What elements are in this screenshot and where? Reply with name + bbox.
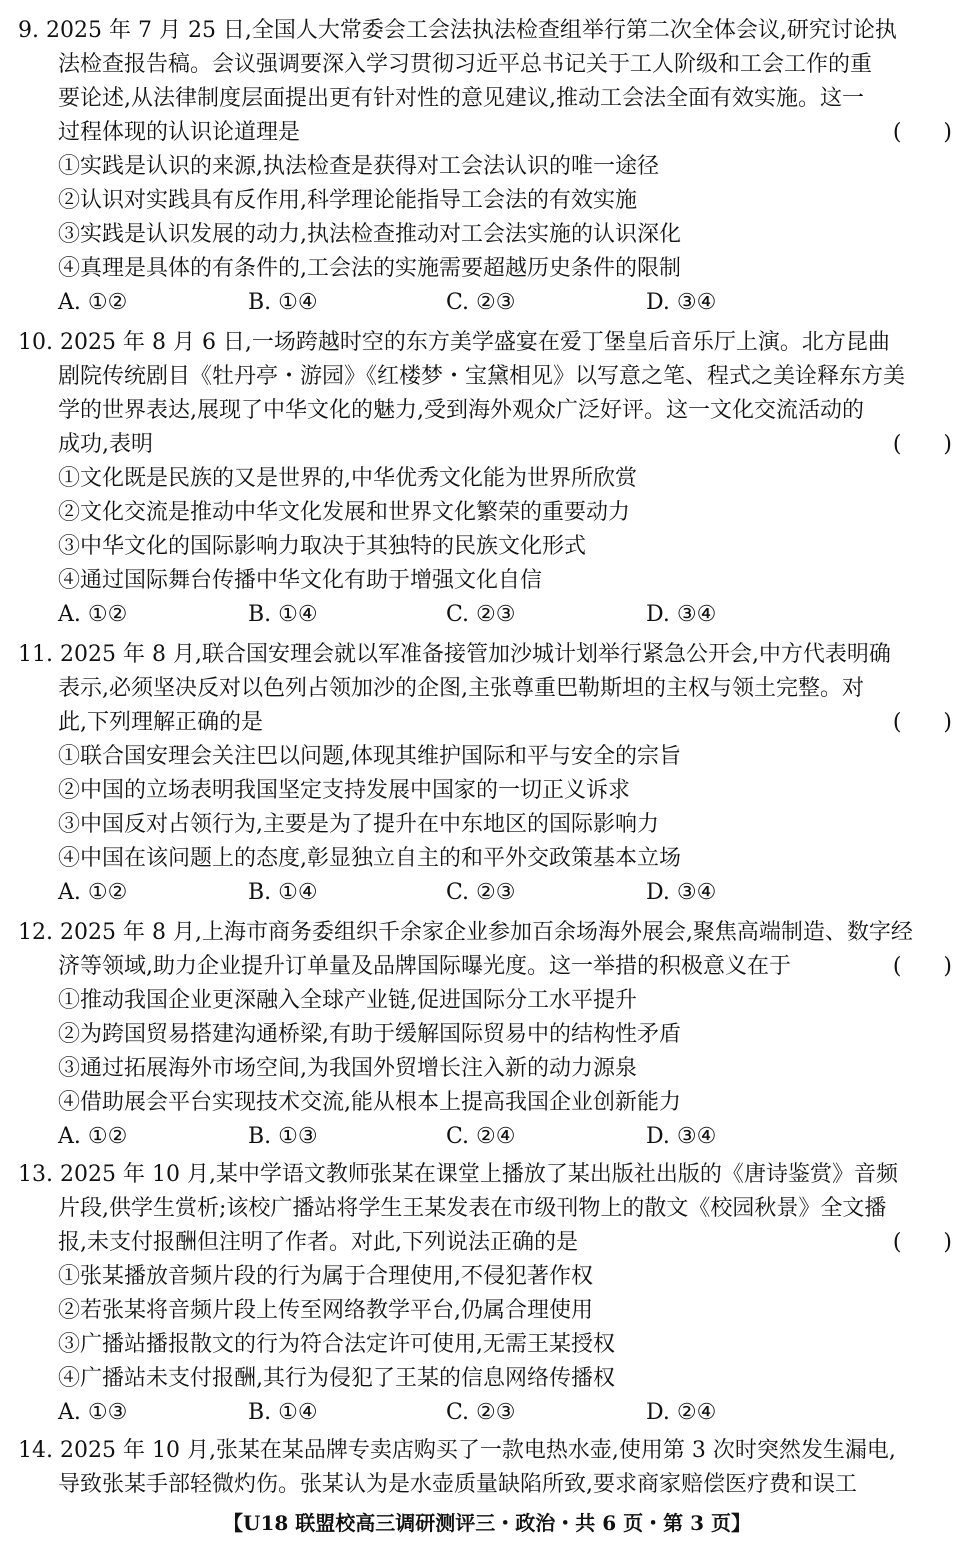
option-c: C. ②③ bbox=[446, 602, 516, 627]
question-stem-line: 要论述,从法律制度层面提出更有针对性的意见建议,推动工会法全面有效实施。这一 bbox=[58, 86, 864, 111]
option-b: B. ①④ bbox=[248, 1400, 318, 1425]
question-stem-line: 导致张某手部轻微灼伤。张某认为是水壶质量缺陷所致,要求商家赔偿医疗费和误工 bbox=[58, 1472, 857, 1497]
question-stem-line: 过程体现的认识论道理是 bbox=[58, 120, 301, 145]
statement-4: ④中国在该问题上的态度,彰显独立自主的和平外交政策基本立场 bbox=[58, 846, 681, 871]
option-d: D. ③④ bbox=[646, 880, 717, 905]
statement-1: ①推动我国企业更深融入全球产业链,促进国际分工水平提升 bbox=[58, 988, 637, 1013]
option-c: C. ②④ bbox=[446, 1124, 516, 1149]
statement-4: ④真理是具体的有条件的,工会法的实施需要超越历史条件的限制 bbox=[58, 256, 681, 281]
option-b: B. ①④ bbox=[248, 602, 318, 627]
question-stem-line: 13. 2025 年 10 月,某中学语文教师张某在课堂上播放了某出版社出版的《唐诗鉴赏》音频 bbox=[18, 1162, 898, 1187]
question-stem-line: 9. 2025 年 7 月 25 日,全国人大常委会工会法执法检查组举行第二次全体会议,研究讨论执 bbox=[18, 18, 897, 43]
option-a: A. ①③ bbox=[58, 1400, 128, 1425]
option-b: B. ①③ bbox=[248, 1124, 318, 1149]
option-a: A. ①② bbox=[58, 290, 128, 315]
statement-3: ③广播站播报散文的行为符合法定许可使用,无需王某授权 bbox=[58, 1332, 615, 1357]
statement-1: ①联合国安理会关注巴以问题,体现其维护国际和平与安全的宗旨 bbox=[58, 744, 681, 769]
statement-3: ③实践是认识发展的动力,执法检查推动对工会法实施的认识深化 bbox=[58, 222, 681, 247]
question-stem-line: 法检查报告稿。会议强调要深入学习贯彻习近平总书记关于工人阶级和工会工作的重 bbox=[58, 52, 873, 77]
statement-3: ③中华文化的国际影响力取决于其独特的民族文化形式 bbox=[58, 534, 587, 559]
page-footer: 【U18 联盟校高三调研测评三・政治・共 6 页・第 3 页】 bbox=[223, 1511, 751, 1535]
statement-1: ①张某播放音频片段的行为属于合理使用,不侵犯著作权 bbox=[58, 1264, 593, 1289]
statement-2: ②若张某将音频片段上传至网络教学平台,仍属合理使用 bbox=[58, 1298, 593, 1323]
statement-2: ②文化交流是推动中华文化发展和世界文化繁荣的重要动力 bbox=[58, 500, 631, 525]
option-c: C. ②③ bbox=[446, 880, 516, 905]
statement-3: ③中国反对占领行为,主要是为了提升在中东地区的国际影响力 bbox=[58, 812, 659, 837]
question-stem-line: 片段,供学生赏析;该校广播站将学生王某发表在市级刊物上的散文《校园秋景》全文播 bbox=[58, 1196, 887, 1221]
question-stem-line: 14. 2025 年 10 月,张某在某品牌专卖店购买了一款电热水壶,使用第 3 次时突然发生漏电, bbox=[18, 1438, 896, 1463]
option-d: D. ③④ bbox=[646, 1124, 717, 1149]
question-stem-line: 10. 2025 年 8 月 6 日,一场跨越时空的东方美学盛宴在爱丁堡皇后音乐厅上演。北方昆曲 bbox=[18, 330, 890, 355]
question-stem-line: 学的世界表达,展现了中华文化的魅力,受到海外观众广泛好评。这一文化交流活动的 bbox=[58, 398, 864, 423]
question-stem-line: 此,下列理解正确的是 bbox=[58, 710, 263, 735]
option-d: D. ②④ bbox=[646, 1400, 717, 1425]
question-stem-line: 济等领域,助力企业提升订单量及品牌国际曝光度。这一举措的积极意义在于 bbox=[58, 954, 791, 979]
option-c: C. ②③ bbox=[446, 290, 516, 315]
statement-3: ③通过拓展海外市场空间,为我国外贸增长注入新的动力源泉 bbox=[58, 1056, 637, 1081]
option-c: C. ②③ bbox=[446, 1400, 516, 1425]
statement-2: ②认识对实践具有反作用,科学理论能指导工会法的有效实施 bbox=[58, 188, 637, 213]
answer-parentheses: ( ) bbox=[892, 954, 952, 979]
question-stem-line: 表示,必须坚决反对以色列占领加沙的企图,主张尊重巴勒斯坦的主权与领土完整。对 bbox=[58, 676, 864, 701]
option-d: D. ③④ bbox=[646, 290, 717, 315]
option-b: B. ①④ bbox=[248, 290, 318, 315]
question-stem-line: 12. 2025 年 8 月,上海市商务委组织千余家企业参加百余场海外展会,聚焦高端制造、数字经 bbox=[18, 920, 913, 945]
statement-1: ①实践是认识的来源,执法检查是获得对工会法认识的唯一途径 bbox=[58, 154, 659, 179]
statement-4: ④通过国际舞台传播中华文化有助于增强文化自信 bbox=[58, 568, 543, 593]
option-a: A. ①② bbox=[58, 602, 128, 627]
question-stem-line: 成功,表明 bbox=[58, 432, 153, 457]
option-a: A. ①② bbox=[58, 880, 128, 905]
answer-parentheses: ( ) bbox=[892, 432, 952, 457]
statement-1: ①文化既是民族的又是世界的,中华优秀文化能为世界所欣赏 bbox=[58, 466, 637, 491]
question-stem-line: 剧院传统剧目《牡丹亭・游园》《红楼梦・宝黛相见》以写意之笔、程式之美诠释东方美 bbox=[58, 364, 906, 389]
question-stem-line: 11. 2025 年 8 月,联合国安理会就以军准备接管加沙城计划举行紧急公开会,中方代表明确 bbox=[18, 642, 891, 667]
answer-parentheses: ( ) bbox=[892, 1230, 952, 1255]
option-d: D. ③④ bbox=[646, 602, 717, 627]
question-stem-line: 报,未支付报酬但注明了作者。对此,下列说法正确的是 bbox=[58, 1230, 578, 1255]
statement-4: ④广播站未支付报酬,其行为侵犯了王某的信息网络传播权 bbox=[58, 1366, 615, 1391]
statement-2: ②为跨国贸易搭建沟通桥梁,有助于缓解国际贸易中的结构性矛盾 bbox=[58, 1022, 681, 1047]
answer-parentheses: ( ) bbox=[892, 120, 952, 145]
option-b: B. ①④ bbox=[248, 880, 318, 905]
answer-parentheses: ( ) bbox=[892, 710, 952, 735]
option-a: A. ①② bbox=[58, 1124, 128, 1149]
statement-4: ④借助展会平台实现技术交流,能从根本上提高我国企业创新能力 bbox=[58, 1090, 681, 1115]
statement-2: ②中国的立场表明我国坚定支持发展中国家的一切正义诉求 bbox=[58, 778, 631, 803]
